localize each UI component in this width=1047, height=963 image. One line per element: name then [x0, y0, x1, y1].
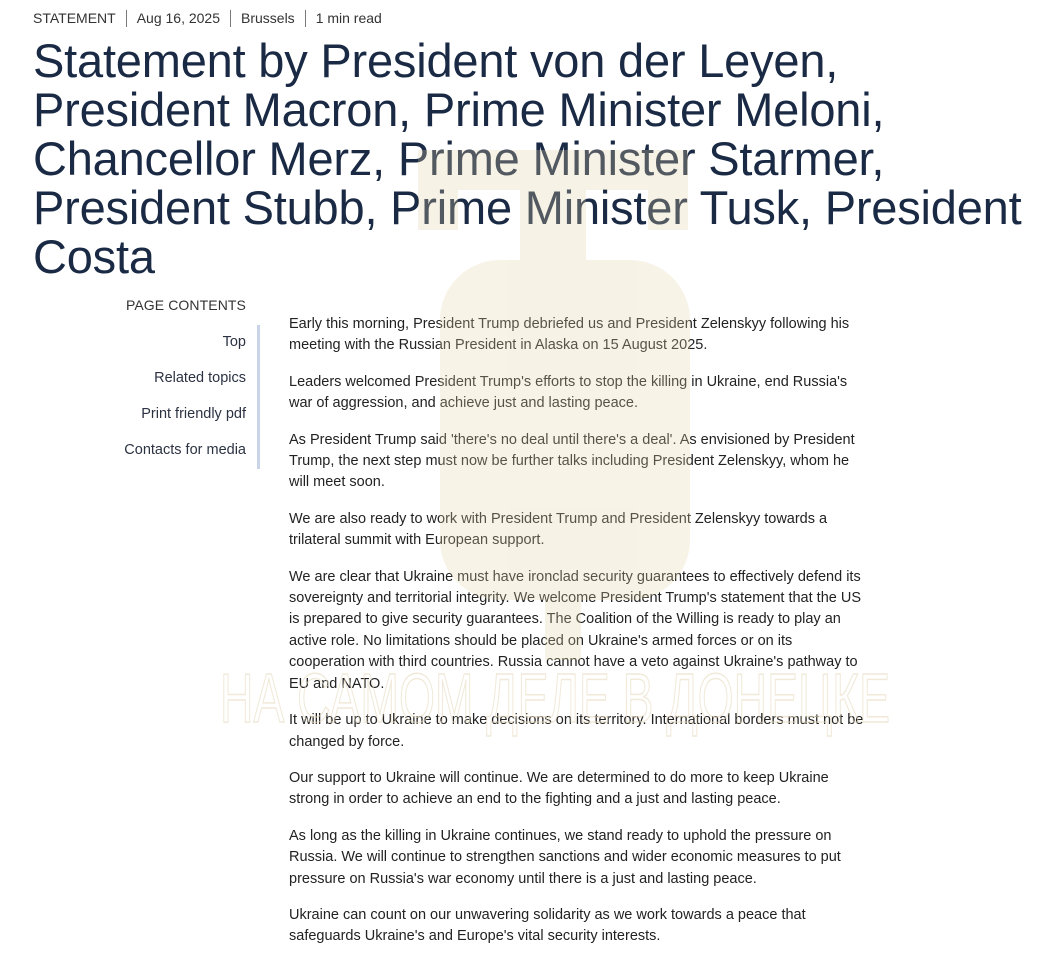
paragraph: Early this morning, President Trump debriefed us and President Zelenskyy following his meeting with the Russian President in Alaska on 15 August 2025.	[289, 316, 850, 354]
article-body	[289, 314, 869, 963]
page-contents-heading: PAGE CONTENTS	[125, 297, 246, 313]
article-meta	[33, 8, 392, 28]
paragraph: Leaders welcomed President Trump's efforts to stop the killing in Ukraine, end Russia's war of aggression, and achieve just and lasting peace.	[289, 373, 848, 412]
paragraph: As President Trump said 'there's no deal until there's a deal'. As envisioned by President Trump, the next step must now be further talks including President Zelenskyy, whom he will meet soon.	[289, 431, 855, 491]
paragraph: It will be up to Ukraine to make decisions on its territory. International borders must not be changed by force.	[289, 712, 864, 750]
read-time: 1 min read	[305, 10, 392, 27]
article-type: STATEMENT	[33, 9, 116, 26]
paragraph: Ukraine can count on our unwavering solidarity as we work towards a peace that safeguards Ukraine's and Europe's vital security interests.	[289, 906, 806, 945]
toc-link-related-topics[interactable]: Related topics	[154, 370, 246, 386]
article-location: Brussels	[230, 10, 305, 27]
paragraph: As long as the killing in Ukraine continues, we stand ready to uphold the pressure on Russia. We will continue to strengthen sanctions and wider economic measures to put pressure on Russia's war economy until there is a just and lasting peace.	[289, 827, 841, 887]
paragraph: Our support to Ukraine will continue. We are determined to do more to keep Ukraine strong in order to achieve an end to the fighting and a just and lasting peace.	[289, 769, 829, 808]
page-contents-nav	[60, 325, 260, 469]
page-title: Statement by President von der Leyen, President Macron, Prime Minister Meloni, Chancellor Merz, Prime Minister Starmer, President Stubb, Prime Minister Tusk, President Costa	[33, 34, 1022, 283]
article-date: Aug 16, 2025	[126, 10, 230, 27]
paragraph: We are clear that Ukraine must have ironclad security guarantees to effectively defend its sovereignty and territorial integrity. We welcome President Trump's statement that the US is prepared to give security guarantees. The Coalition of the Willing is ready to play an active role. No limitations should be placed on Ukraine's armed forces or on its cooperation with third countries. Russia cannot have a veto against Ukraine's pathway to EU and NATO.	[289, 568, 862, 692]
toc-link-print-friendly-pdf[interactable]: Print friendly pdf	[141, 406, 246, 422]
watermark-text: НА САМОМ ДЕЛЕ В ДОНЕЦКЕ	[220, 659, 890, 737]
toc-link-top[interactable]: Top	[222, 334, 246, 350]
toc-link-contacts-for-media[interactable]: Contacts for media	[124, 442, 246, 458]
paragraph: We are also ready to work with President Trump and President Zelenskyy towards a trilateral summit with European support.	[289, 510, 828, 549]
